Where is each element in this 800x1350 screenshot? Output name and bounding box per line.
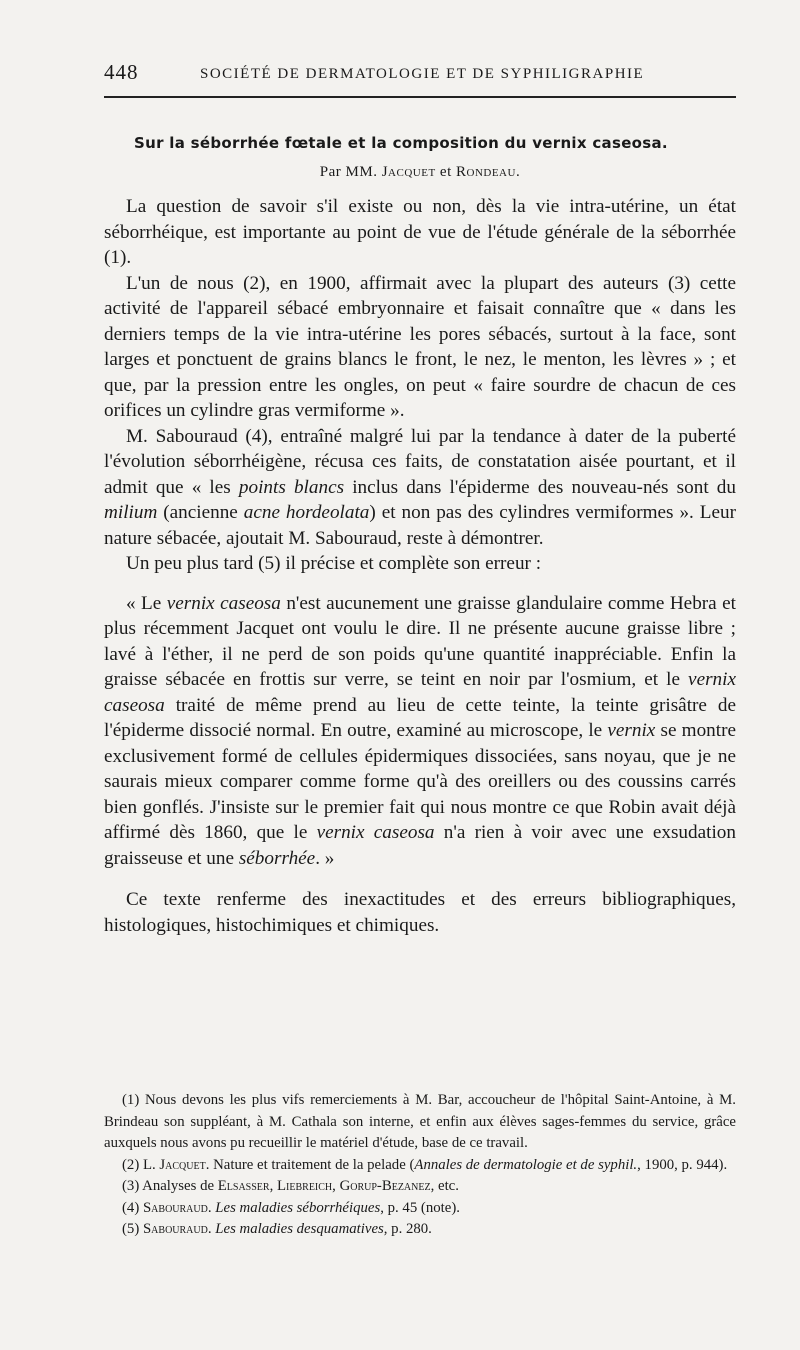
fn5-text-a: . [207, 1221, 216, 1237]
page [104, 56, 737, 1237]
fn3-author-1: Elsasser [217, 1178, 270, 1194]
footnotes [104, 1090, 736, 1241]
fn4-num: (4) [122, 1199, 143, 1216]
quote-text-d: se montre exclusivement formé de cellules épidermiques dissociées, sans noyau, que je ne saurais mieux comparer comme forme qu'à des oreillers ou des coussins carrés bien gonflés. J'insiste sur le premier fait qui nous montre ce que Robin avait déjà affirmé dès 1860, que le [104, 720, 736, 843]
running-head [104, 56, 736, 84]
footnote-3 [104, 1176, 736, 1198]
byline-mid: et [435, 164, 456, 180]
footnote-2 [104, 1155, 736, 1177]
fn3-end: , etc. [430, 1178, 459, 1194]
fn3-author-2: Liebreich [277, 1178, 333, 1194]
page-number: 448 [104, 60, 139, 84]
p3-text-a: M. Sabouraud (4), entraîné malgré lui par la tendance à dater de la puberté l'évolution séborrhéigène, récusa ces faits, de constatation aisée pourtant, et il admit que « les [104, 425, 736, 498]
author-jacquet: Jacquet [381, 164, 436, 180]
quote-italic-2: vernix caseosa [104, 669, 736, 716]
quotation [104, 591, 736, 872]
header-rule [104, 96, 736, 98]
p3-italic-acne: acne hordeolata [243, 502, 370, 523]
byline [104, 164, 736, 181]
quote-italic-1: vernix caseosa [166, 592, 281, 614]
fn5-italic: Les maladies desquamatives [215, 1221, 384, 1237]
fn3-sep-2: , [332, 1178, 340, 1194]
fn5-author: Sabouraud [142, 1221, 208, 1237]
fn3-num: (3) Analyses de [122, 1178, 218, 1194]
quote-italic-5: séborrhée [238, 847, 316, 869]
fn2-italic: Annales de dermatologie et de syphil. [414, 1156, 638, 1173]
author-rondeau: Rondeau [456, 164, 516, 180]
fn2-author: L. Jacquet [142, 1156, 206, 1173]
quote-italic-4: vernix caseosa [316, 822, 435, 843]
p3-text-c: (ancienne [157, 502, 244, 523]
quote-text-a: « Le [126, 592, 167, 614]
p3-italic-points-blancs: points blancs [238, 476, 345, 498]
byline-prefix: Par MM. [319, 164, 382, 180]
footnote-4 [104, 1198, 736, 1220]
paragraph-3 [104, 424, 736, 552]
byline-end: . [515, 164, 521, 180]
footnote-5 [104, 1219, 736, 1241]
fn4-italic: Les maladies séborrhéiques [215, 1199, 381, 1216]
quote-text-b: n'est aucunement une graisse glandulaire comme Hebra et plus récemment Jacquet ont voulu le dire. Il ne présente aucune graisse libre ; lavé à l'éther, il ne perd de son poids qu'une quantité inappréciable. Enfin la graisse sébacée en frottis sur verre, se teint en noir par l'osmium, et le [104, 592, 736, 690]
journal-title: SOCIÉTÉ DE DERMATOLOGIE ET DE SYPHILIGRAPHIE [200, 66, 645, 82]
article-body [104, 194, 736, 938]
fn4-text-b: , p. 45 (note). [380, 1199, 460, 1216]
fn3-author-3: Gorup-Bezanez [339, 1178, 431, 1194]
article-title: Sur la séborrhée fœtale et la composition du vernix caseosa. [134, 134, 668, 152]
fn4-text-a: . [207, 1199, 216, 1216]
fn5-num: (5) [122, 1221, 143, 1237]
fn4-author: Sabouraud [142, 1199, 208, 1216]
quote-text-c: traité de même prend au lieu de cette teinte, la teinte grisâtre de l'épiderme dissocié normal. En outre, examiné au microscope, le [104, 694, 736, 741]
p3-text-b: inclus dans l'épiderme des nouveau-nés sont du [344, 476, 736, 498]
p3-italic-milium: milium [104, 502, 158, 523]
fn2-num: (2) [122, 1156, 143, 1173]
quote-text-f: . » [315, 847, 335, 869]
quote-text-e: n'a rien à voir avec une exsudation graisseuse et une [104, 822, 736, 869]
paragraph-4: Un peu plus tard (5) il précise et complète son erreur : [126, 553, 542, 574]
fn3-sep-1: , [269, 1178, 277, 1194]
fn2-text-a: . Nature et traitement de la pelade ( [205, 1156, 415, 1173]
paragraph-2: L'un de nous (2), en 1900, affirmait avec la plupart des auteurs (3) cette activité de l'appareil sébacé embryonnaire et faisait connaître que « dans les derniers temps de la vie intra-utérine les pores sébacés, surtout à la face, sont larges et ponctuent de grains blancs le front, le nez, le menton, les lèvres » ; et que, par la pression entre les ongles, on peut « faire sourdre de chacun de ces orifices un cylindre gras vermiforme ». [104, 272, 736, 421]
paragraph-1: La question de savoir s'il existe ou non, dès la vie intra-utérine, un état séborrhéique, est importante au point de vue de l'étude générale de la séborrhée (1). [104, 196, 736, 268]
footnote-1: (1) Nous devons les plus vifs remerciements à M. Bar, accoucheur de l'hôpital Saint-Antoine, à M. Brindeau son suppléant, à M. Cathala son interne, et enfin aux élèves sages-femmes du service, grâce auxquels nous avons pu recueillir le matériel d'étude, base de ce travail. [104, 1092, 736, 1151]
quote-italic-3: vernix [607, 720, 656, 741]
fn5-text-b: , p. 280. [383, 1221, 432, 1237]
p3-text-d: ) et non pas des cylindres vermiformes ». Leur nature sébacée, ajoutait M. Sabouraud, reste à démontrer. [104, 502, 737, 549]
fn2-text-b: , 1900, p. 944). [637, 1156, 728, 1173]
paragraph-5: Ce texte renferme des inexactitudes et des erreurs bibliographiques, histologiques, histochimiques et chimiques. [104, 889, 736, 936]
